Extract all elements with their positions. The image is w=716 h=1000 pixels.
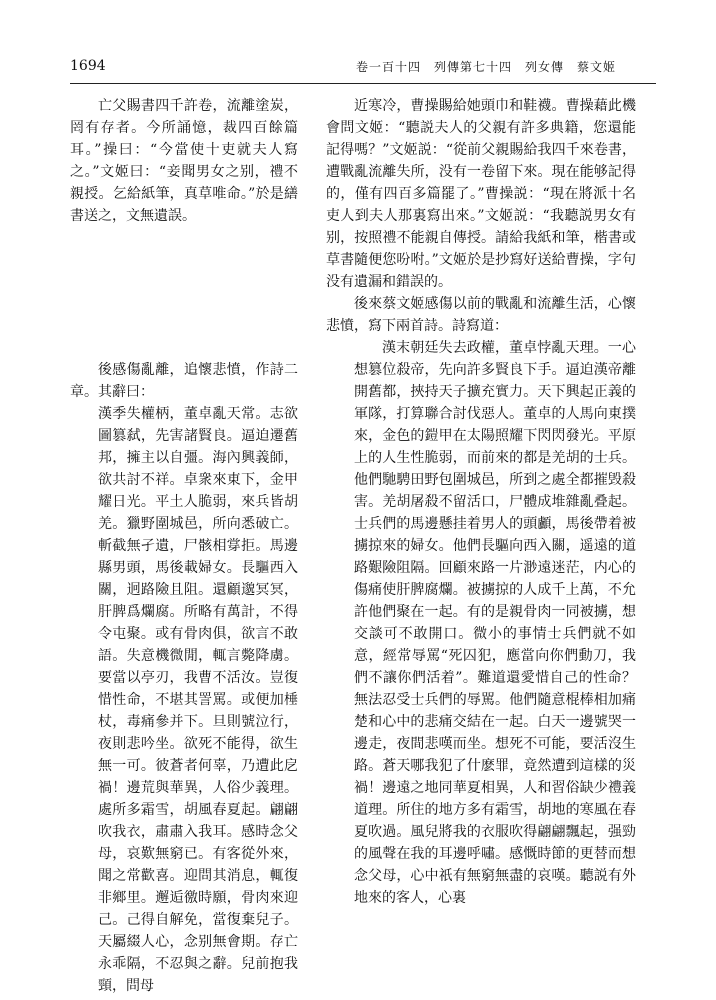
translation-poem: 漢末朝廷失去政權，董卓悖亂天理。一心想篡位殺帝，先向許多賢良下手。逼迫漢帝離開舊都，挾持天子擴充實力。天下興起正義的軍隊，打算聯合討伐惡人。董卓的人馬向東撲來，金色的鎧甲在太陽照耀下閃閃發光。平原上的人生性脆弱，而前來的都是羌胡的士兵。他們馳騁田野包圍城邑，所到之處全都摧毁殺害。羌胡屠殺不留活口，尸體成堆雜亂叠起。士兵們的馬邊懸挂着男人的頭顱，馬後帶着被擄掠來的婦女。他們長驅向西入關，遥遠的道路艱險阻隔。回顧來路一片渺遠迷茫，内心的傷痛使肝脾腐爛。被擄掠的人成千上萬，不允許他們聚在一起。有的是親骨肉一同被擄，想交談可不敢開口。微小的事情士兵們就不如意，經常辱罵“死囚犯，應當向你們動刀，我們不讓你們活着”。難道還愛惜自己的性命？無法忍受士兵們的辱駡。他們隨意棍棒相加痛楚和心中的悲痛交結在一起。白天一邊號哭一邊走，夜間悲嘆而坐。想死不可能，要活沒生路。蒼天哪我犯了什麽罪，竟然遭到這樣的災禍！邊遠之地同華夏相異，人和習俗缺少禮義道理。所住的地方多有霜雪，胡地的寒風在春夏吹過。風兒將我的衣服吹得翩翩飄起，强勁的風聲在我的耳邊呼嘯。感慨時節的更替而想念父母，心中祇有無窮無盡的哀嘆。聽説有外地來的客人，心裏	[354, 340, 636, 906]
classical-text-column	[70, 95, 298, 997]
column-spacer	[70, 227, 298, 359]
page-number: 1694	[70, 58, 106, 74]
page-header	[70, 58, 656, 84]
header-rule	[70, 83, 656, 84]
translation-column	[326, 95, 636, 909]
running-title: 卷一百十四 列傳第七十四 列女傳 蔡文姬	[355, 60, 616, 74]
translation-paragraph-2: 後來蔡文姬感傷以前的戰亂和流離生活，心懷悲憤，寫下兩首詩。詩寫道：	[326, 296, 636, 334]
classical-poem	[70, 403, 298, 997]
classical-paragraph-1: 亡父賜書四千許卷，流離塗炭，罔有存者。今所誦憶，裁四百餘篇耳。”操曰：“今當使十吏就夫人寫之。”文姬曰：“妾聞男女之别，禮不親授。乞給紙筆，真草唯命。”於是繕書送之，文無遺誤。	[70, 98, 298, 224]
classical-paragraph-2: 後感傷亂離，追懷悲憤，作詩二章。其辭曰：	[70, 362, 298, 400]
translation-paragraph-1: 近寒冷，曹操賜給她頭巾和鞋襪。曹操藉此機會問文姬：“聽説夫人的父親有許多典籍，您還能記得嗎？”文姬説：“從前父親賜給我四千來卷書，遭戰亂流離失所，没有一卷留下來。現在能够記得的，僅有四百多篇罷了。”曹操説：“現在將派十名吏人到夫人那裏寫出來。”文姬説：“我聽説男女有别，按照禮不能親自傳授。請給我紙和筆，楷書或草書隨便您吩咐。”文姬於是抄寫好送給曹操，字句没有遺漏和錯誤的。	[326, 98, 636, 290]
classical-poem-text: 漢季失權柄，董卓亂天常。志欲圖篡弑，先害諸賢良。逼迫遷舊邦，擁主以自彊。海內興義師，欲共討不祥。卓衆來東下，金甲耀日光。平土人脆弱，來兵皆胡羌。獵野圍城邑，所向悉破亡。斬截無孑遺，尸骸相牚拒。馬邊縣男頭，馬後載婦女。長驅西入關，迥路險且阻。還顧邈冥冥，肝脾爲爛腐。所略有萬計，不得令屯聚。或有骨肉俱，欲言不敢語。失意機微閒，輒言斃降虜。要當以亭刃，我曹不活汝。豈復惜性命，不堪其詈罵。或便加棰杖，毒痛參并下。旦則號泣行，夜則悲吟坐。欲死不能得，欲生無一可。彼蒼者何辜，乃遭此戹禍！邊荒與華異，人俗少義理。處所多霜雪，胡風春夏起。翩翩吹我衣，肅肅入我耳。感時念父母，哀歎無窮已。有客從外來，聞之常歡喜。迎問其消息，輒復非鄉里。邂逅徼時願，骨肉來迎己。己得自解免，當復棄兒子。天屬綴人心，念别無會期。存亡永乖隔，不忍與之辭。兒前抱我頸，問母	[98, 406, 298, 994]
